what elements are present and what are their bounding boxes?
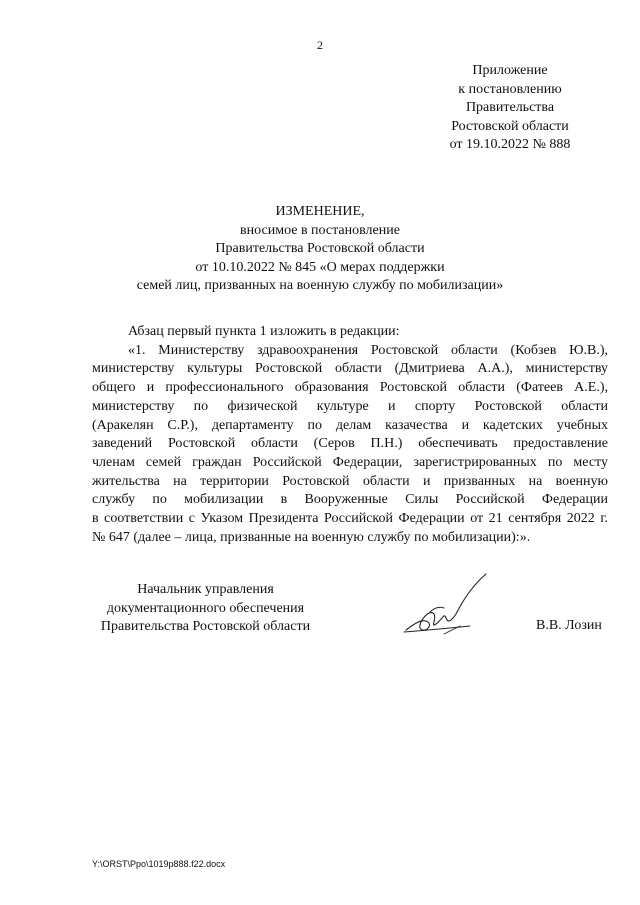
title-line: от 10.10.2022 № 845 «О мерах поддержки xyxy=(195,259,445,275)
appendix-line: к постановлению xyxy=(458,81,562,97)
appendix-line: Приложение xyxy=(472,63,548,78)
title-line: семей лиц, призванных на военную службу по мобилизации» xyxy=(136,278,504,294)
quote-line: «1. Министерству здравоохранения Ростовской области (Кобзев Ю.В.), xyxy=(128,342,608,358)
document-body xyxy=(92,323,608,547)
appendix-line: Правительства xyxy=(465,100,555,115)
handwritten-signature xyxy=(400,568,500,648)
quote-line: общего и профессионального образования Ростовской области (Фатеев А.Е.), xyxy=(92,380,608,396)
appendix-line: от 19.10.2022 № 888 xyxy=(449,137,571,152)
quote-line: министерству по физической культуре и спорту Ростовской области xyxy=(92,398,608,414)
quote-line: заведений Ростовской области (Серов П.Н.) обеспечивать предоставление xyxy=(92,436,608,452)
signatory-position xyxy=(88,581,323,637)
intro-paragraph: Абзац первый пункта 1 изложить в редакции: xyxy=(128,324,400,339)
appendix-block xyxy=(440,62,580,155)
quoted-paragraph xyxy=(92,342,608,548)
signatory-name: В.В. Лозин xyxy=(536,618,602,633)
quote-line: министерству культуры Ростовской области (Дмитриева А.А.), министерству xyxy=(92,361,608,377)
appendix-line: Ростовской области xyxy=(451,118,569,134)
quote-line: (Аракелян С.Р.), департаменту по делам казачества и кадетских учебных xyxy=(92,417,608,433)
position-line: Правительства Ростовской области xyxy=(100,619,311,635)
quote-line: № 647 (далее – лица, призванные на военную службу по мобилизации):». xyxy=(92,529,531,545)
document-title xyxy=(0,203,640,296)
quote-line: жительства на территории Ростовской области и призванных на военную xyxy=(92,473,608,489)
title-line: вносимое в постановление xyxy=(240,222,400,238)
position-line: Начальник управления xyxy=(137,582,274,597)
quote-line: службу по мобилизации в Вооруженные Силы Российской Федерации xyxy=(92,492,608,508)
title-line: ИЗМЕНЕНИЕ, xyxy=(275,204,365,219)
title-line: Правительства Ростовской области xyxy=(215,241,425,257)
quote-line: в соответствии с Указом Президента Российской Федерации от 21 сентября 2022 г. xyxy=(92,511,608,527)
position-line: документационного обеспечения xyxy=(106,600,305,616)
quote-line: членам семей граждан Российской Федерации, зарегистрированных по месту xyxy=(92,454,608,470)
page-number: 2 xyxy=(317,38,323,52)
file-path: Y:\ORST\Ppo\1019p888.f22.docx xyxy=(92,859,226,869)
